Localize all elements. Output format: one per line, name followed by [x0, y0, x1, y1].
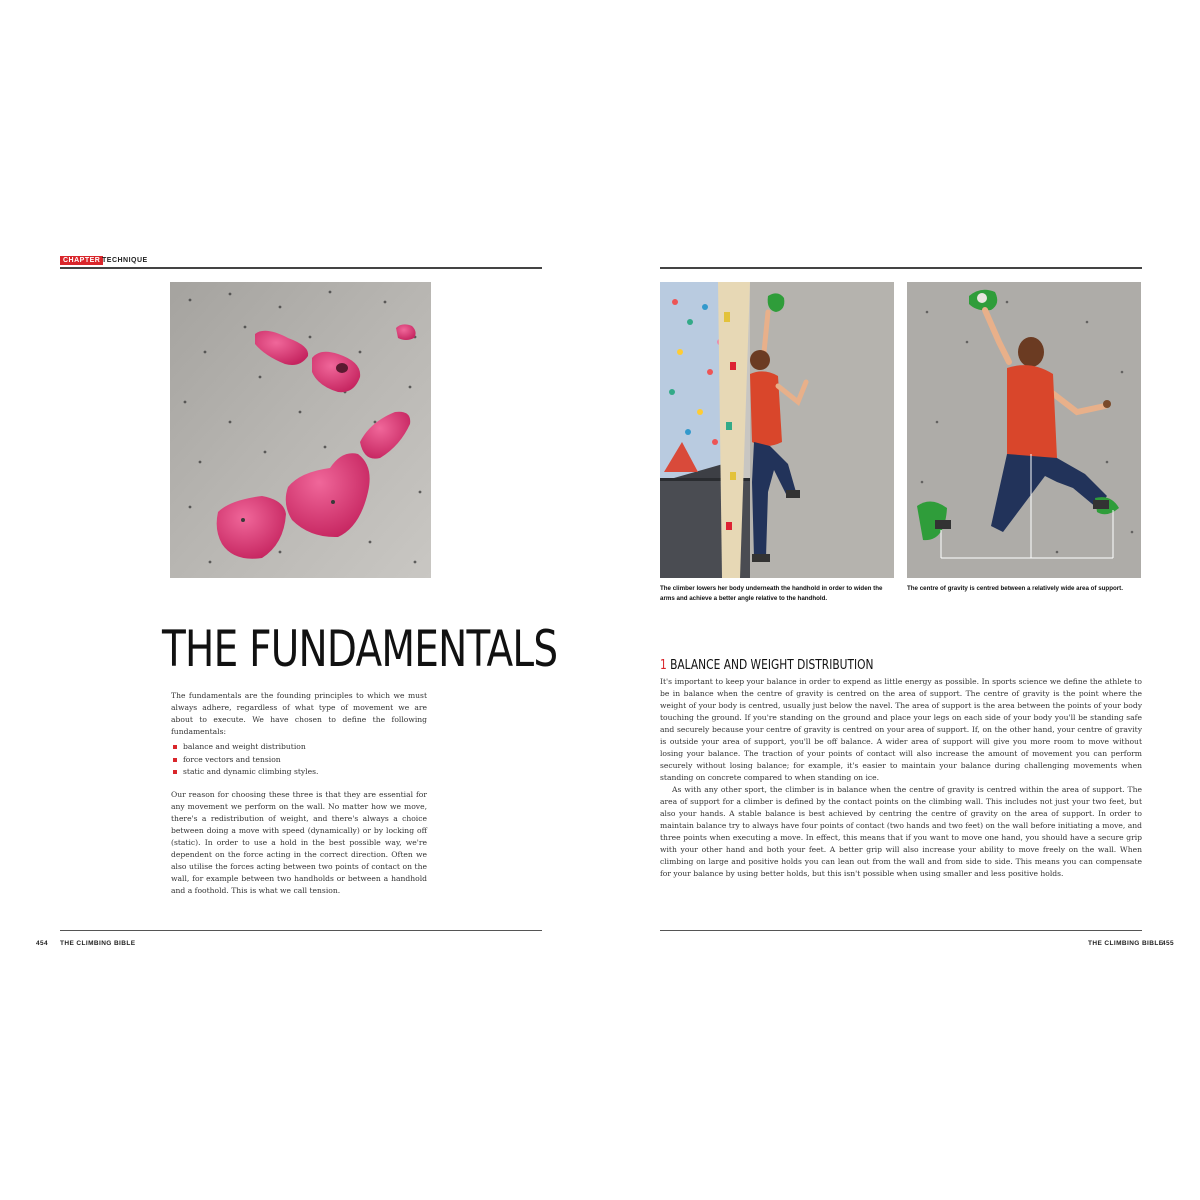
section-subheading-text: BALANCE AND WEIGHT DISTRIBUTION [670, 658, 874, 673]
intro-paragraph: The fundamentals are the founding principles to which we must always adhere, regardless of what type of movement we are about to execute. We have chosen to define the following fundamentals: [171, 691, 427, 736]
running-footer-title: THE CLIMBING BIBLE [1088, 940, 1164, 947]
photo-caption-left: The climber lowers her body underneath the handhold in order to widen the arms and achieve a better angle relative to the handhold. [660, 585, 883, 602]
fundamentals-list [171, 741, 427, 779]
body-paragraph: It's important to keep your balance in order to expend as little energy as possible. In sports science we define the athlete to be in balance when the centre of gravity is centred on the area of support. The centre of gravity is the point where the weight of your body is centred, usually just below the navel. The area of support is the area between the points of your body touching the ground. If you're standing on the ground and place your legs on each side of your body you'll be standing safe and securely because your centre of gravity is centred on your area of support. If, on the other hand, your centre of gravity is outside your area of support, you'll be off balance. A wider area of support will give you more room to move without losing your balance. The traction of your points of contact will also increase the amount of movement you can perform securely without losing balance; for example, it's easier to maintain your balance during challenging movements when standing on concrete compared to when standing on ice. [660, 677, 1142, 782]
section-number: 1 [660, 658, 667, 673]
body-paragraph: Our reason for choosing these three is that they are essential for any movement we perform on the wall. No matter how we move, there's a redistribution of weight, and there's always a choice between doing a move with speed (dynamically) or by locking off (static). In order to use a hold in the best possible way, we're dependent on the force acting in the correct direction. Often we also utilise the forces acting between two points of contact on the wall, for example between two handholds or between a handhold and a foothold. This is what we call tension. [171, 789, 427, 895]
climber-photo-left [660, 282, 894, 578]
list-item: static and dynamic climbing styles. [171, 766, 427, 779]
climber-photo-right [907, 282, 1141, 578]
footer-rule [60, 930, 542, 931]
list-item: balance and weight distribution [171, 741, 427, 754]
running-footer-title: THE CLIMBING BIBLE [60, 940, 136, 947]
page-number: 454 [36, 940, 49, 947]
right-page [600, 0, 1200, 1200]
header-rule [60, 267, 542, 269]
chapter-tag: CHAPTER [60, 256, 103, 265]
right-body-text [660, 676, 1142, 880]
body-paragraph: As with any other sport, the climber is in balance when the centre of gravity is centred within the area of support. The area of support for a climber is defined by the contact points on the climbing wall. This includes not just your two feet, but also your hands. A stable balance is best achieved by centring the centre of gravity on the area of support. In order to maintain balance try to always have four points of contact (two hands and two feet) on the wall before initiating a move, and three points when executing a move. In effect, this means that if you want to move one hand, you should have a secure grip with your other hand and both your feet. A better grip will also increase your ability to move freely on the wall. When climbing on large and positive holds you can lean out from the wall and from side to side. This means you can compensate for your balance by using better holds, but this isn't possible when using smaller and less positive holds. [660, 785, 1142, 878]
page-title: THE FUNDAMENTALS [162, 620, 558, 678]
header-rule [660, 267, 1142, 269]
section-label: TECHNIQUE [102, 257, 148, 264]
intro-text-block [171, 690, 427, 897]
climbing-holds-photo [170, 282, 431, 578]
section-subheading [660, 658, 873, 673]
page-number: 455 [1162, 940, 1175, 947]
photo-caption-right: The centre of gravity is centred between a relatively wide area of support. [907, 585, 1123, 592]
list-item: force vectors and tension [171, 754, 427, 767]
footer-rule [660, 930, 1142, 931]
